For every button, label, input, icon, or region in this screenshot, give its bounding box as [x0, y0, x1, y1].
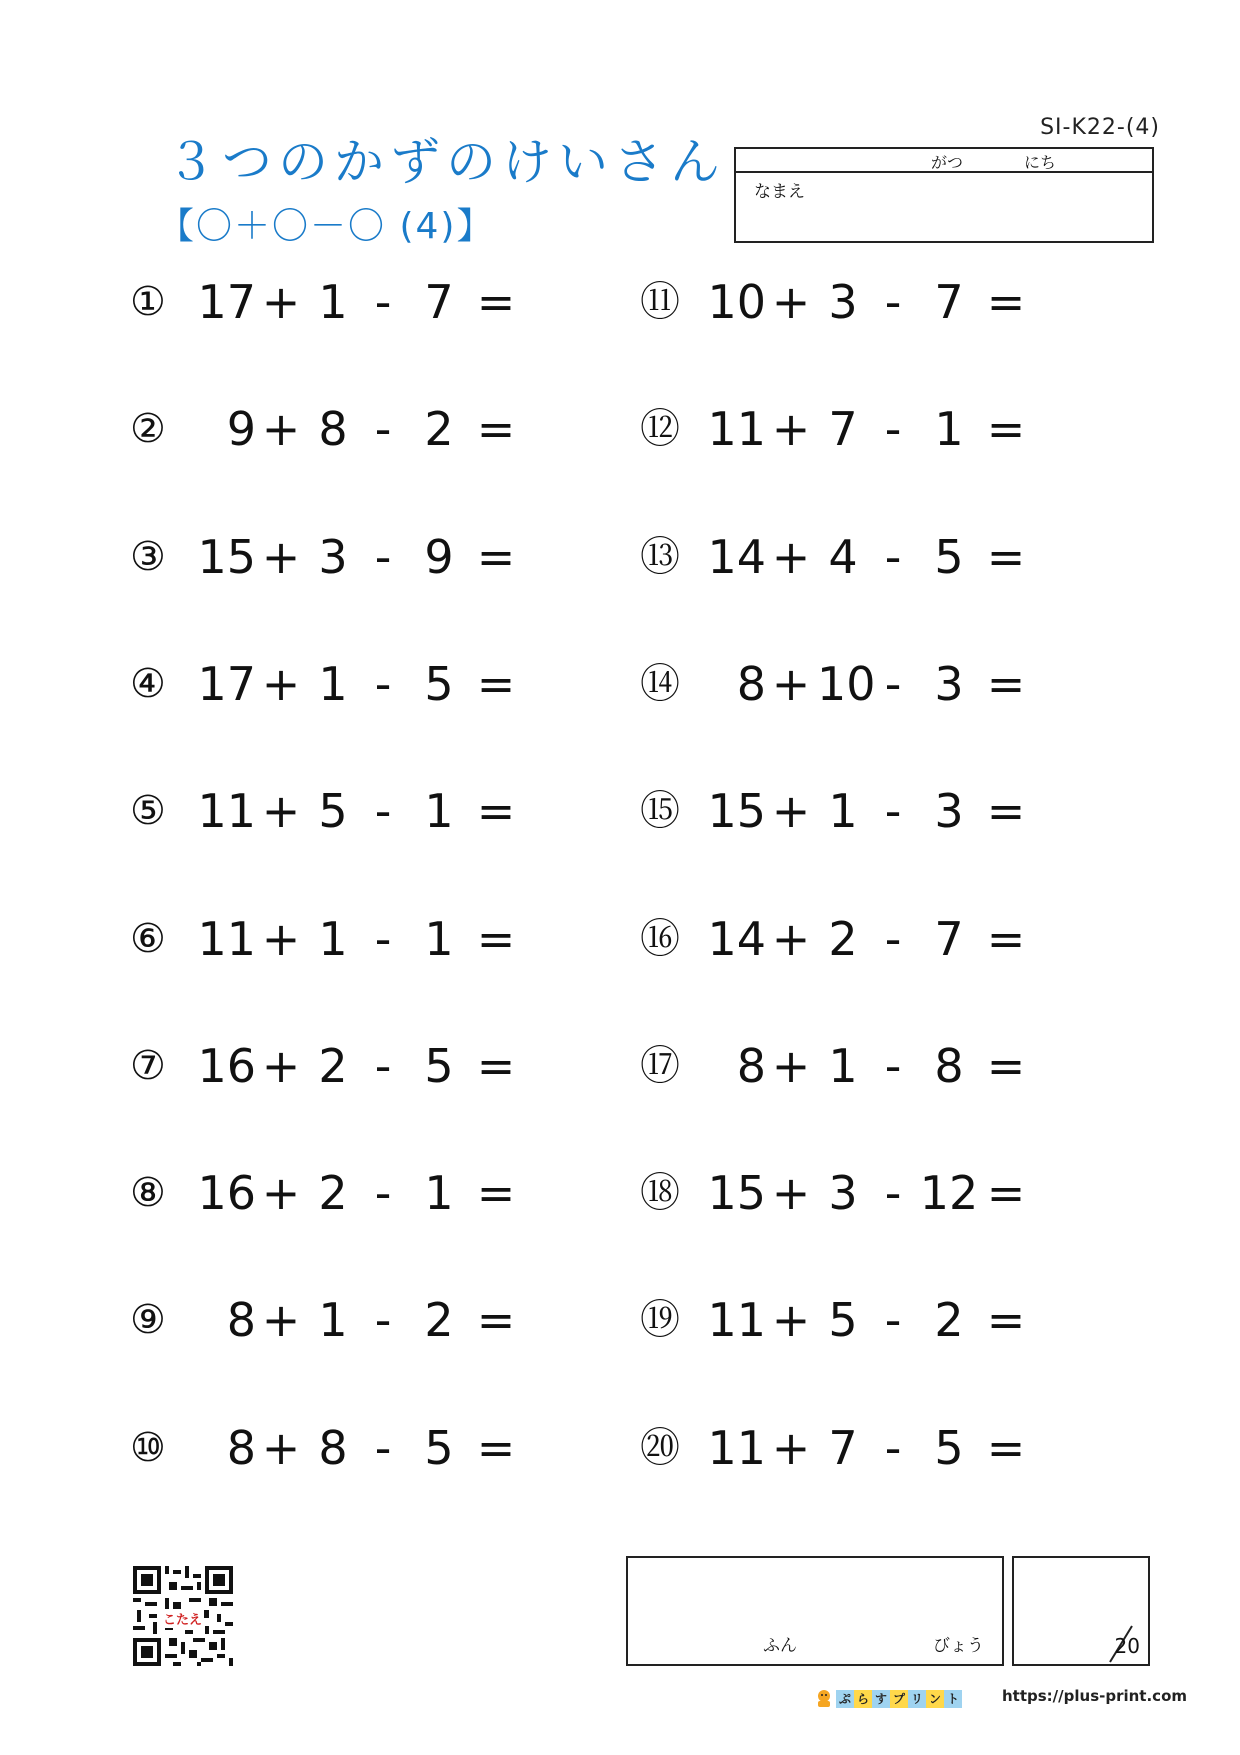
problem-c: 3 — [934, 657, 964, 711]
logo-char: ン — [926, 1690, 944, 1708]
problem-op2: - — [374, 784, 392, 838]
problem-eq: = — [986, 657, 1026, 711]
problem-eq: = — [476, 530, 516, 584]
problem-a: 11 — [197, 784, 256, 838]
problem-eq: = — [986, 912, 1026, 966]
problem-c: 7 — [934, 275, 964, 329]
problem-op2: - — [884, 1039, 902, 1093]
problem-b: 10 — [817, 657, 876, 711]
problem-c: 2 — [424, 1293, 454, 1347]
page-subtitle: 【〇＋〇－〇 (4)】 — [158, 206, 495, 247]
problem-a: 14 — [707, 530, 766, 584]
problem-op1: + — [261, 1421, 301, 1475]
problem-row — [130, 781, 530, 841]
brand-logo — [814, 1686, 962, 1710]
problem-num: ④ — [130, 661, 166, 707]
problem-b: 4 — [828, 530, 858, 584]
problem-eq: = — [476, 784, 516, 838]
problem-a: 15 — [707, 1166, 766, 1220]
problem-op1: + — [771, 402, 811, 456]
problem-b: 1 — [828, 1039, 858, 1093]
day-label: にち — [1024, 153, 1057, 172]
problem-num: ⑱ — [640, 1170, 680, 1216]
problem-num: ⑲ — [640, 1297, 680, 1343]
problem-num: ⑳ — [640, 1425, 680, 1471]
score-total: 20 — [1114, 1634, 1140, 1658]
problem-a: 11 — [707, 1421, 766, 1475]
problem-op1: + — [771, 912, 811, 966]
logo-char: ら — [854, 1690, 872, 1708]
problem-c: 1 — [934, 402, 964, 456]
page-title: ３つのかずのけいさん — [166, 133, 726, 191]
problem-b: 2 — [828, 912, 858, 966]
problem-c: 9 — [424, 530, 454, 584]
problem-c: 8 — [934, 1039, 964, 1093]
logo-char: す — [872, 1690, 890, 1708]
problem-row — [640, 654, 1040, 714]
problem-eq: = — [476, 1039, 516, 1093]
problem-eq: = — [476, 1166, 516, 1220]
problem-eq: = — [986, 530, 1026, 584]
problem-eq: = — [476, 402, 516, 456]
problem-num: ⑫ — [640, 406, 680, 452]
problem-a: 16 — [197, 1039, 256, 1093]
problem-eq: = — [986, 784, 1026, 838]
problem-eq: = — [986, 1039, 1026, 1093]
code-label: SI-K22-(4) — [1040, 115, 1160, 140]
problem-op2: - — [374, 1293, 392, 1347]
problem-b: 5 — [828, 1293, 858, 1347]
problem-num: ③ — [130, 534, 166, 580]
problem-eq: = — [476, 1421, 516, 1475]
problem-row — [130, 654, 530, 714]
problem-c: 5 — [424, 1421, 454, 1475]
problem-op1: + — [261, 657, 301, 711]
problem-a: 9 — [226, 402, 256, 456]
problem-a: 8 — [736, 1039, 766, 1093]
problem-num: ② — [130, 406, 166, 452]
problem-c: 7 — [934, 912, 964, 966]
problem-c: 3 — [934, 784, 964, 838]
problem-num: ⑩ — [130, 1425, 166, 1471]
problem-op2: - — [374, 657, 392, 711]
problem-num: ① — [130, 279, 166, 325]
problem-op1: + — [261, 1293, 301, 1347]
problem-b: 8 — [318, 1421, 348, 1475]
logo-text — [836, 1688, 962, 1708]
problem-eq: = — [476, 275, 516, 329]
problem-a: 8 — [226, 1421, 256, 1475]
problem-op2: - — [374, 275, 392, 329]
problem-op2: - — [374, 912, 392, 966]
problem-op2: - — [884, 275, 902, 329]
problem-op2: - — [374, 1421, 392, 1475]
problem-op2: - — [884, 657, 902, 711]
problem-op1: + — [771, 275, 811, 329]
problem-c: 1 — [424, 1166, 454, 1220]
problem-b: 7 — [828, 1421, 858, 1475]
date-row — [736, 149, 1152, 173]
problem-eq: = — [476, 1293, 516, 1347]
problem-a: 17 — [197, 657, 256, 711]
problem-eq: = — [986, 1421, 1026, 1475]
problem-op2: - — [374, 530, 392, 584]
problem-b: 2 — [318, 1039, 348, 1093]
problem-row — [640, 272, 1040, 332]
problem-row — [130, 272, 530, 332]
problem-op2: - — [374, 1039, 392, 1093]
problem-op1: + — [261, 530, 301, 584]
problem-row — [130, 909, 530, 969]
problem-b: 3 — [318, 530, 348, 584]
problem-c: 1 — [424, 912, 454, 966]
problem-b: 3 — [828, 1166, 858, 1220]
problem-op2: - — [884, 402, 902, 456]
problem-a: 11 — [707, 402, 766, 456]
month-label: がつ — [931, 153, 964, 172]
problem-c: 2 — [424, 402, 454, 456]
problem-row — [130, 1418, 530, 1478]
problem-a: 15 — [707, 784, 766, 838]
name-date-box — [734, 147, 1154, 243]
problem-row — [640, 527, 1040, 587]
problem-op2: - — [884, 1293, 902, 1347]
qr-answer-label: こたえ — [161, 1609, 204, 1628]
logo-char: ぷ — [836, 1690, 854, 1708]
problem-op1: + — [261, 1039, 301, 1093]
problem-op2: - — [374, 1166, 392, 1220]
problem-op1: + — [261, 1166, 301, 1220]
problem-num: ⑧ — [130, 1170, 166, 1216]
problem-a: 10 — [707, 275, 766, 329]
problem-op2: - — [884, 1166, 902, 1220]
logo-char: ト — [944, 1690, 962, 1708]
problem-row — [640, 1290, 1040, 1350]
problem-op2: - — [884, 530, 902, 584]
problem-op1: + — [771, 530, 811, 584]
problem-eq: = — [986, 1293, 1026, 1347]
site-url[interactable]: https://plus-print.com — [1002, 1687, 1188, 1705]
problem-b: 1 — [318, 912, 348, 966]
problem-row — [130, 399, 530, 459]
problem-op2: - — [884, 912, 902, 966]
problem-row — [640, 781, 1040, 841]
problem-c: 5 — [424, 1039, 454, 1093]
problem-eq: = — [986, 1166, 1026, 1220]
problem-c: 12 — [919, 1166, 979, 1220]
problem-row — [130, 1290, 530, 1350]
time-box — [626, 1556, 1004, 1666]
problem-num: ⑨ — [130, 1297, 166, 1343]
mascot-icon — [814, 1688, 834, 1708]
problem-op2: - — [884, 1421, 902, 1475]
problem-b: 2 — [318, 1166, 348, 1220]
problem-op1: + — [771, 1421, 811, 1475]
problem-b: 1 — [318, 1293, 348, 1347]
problem-b: 1 — [318, 657, 348, 711]
problem-op1: + — [771, 1293, 811, 1347]
score-box — [1012, 1556, 1150, 1666]
problem-num: ⑦ — [130, 1043, 166, 1089]
problem-row — [130, 1163, 530, 1223]
problem-c: 5 — [934, 1421, 964, 1475]
problem-num: ⑬ — [640, 534, 680, 580]
problem-b: 3 — [828, 275, 858, 329]
problem-row — [640, 1418, 1040, 1478]
problem-a: 16 — [197, 1166, 256, 1220]
problem-a: 15 — [197, 530, 256, 584]
problem-b: 5 — [318, 784, 348, 838]
problem-eq: = — [476, 912, 516, 966]
problem-row — [130, 527, 530, 587]
problem-b: 1 — [828, 784, 858, 838]
problem-num: ⑭ — [640, 661, 680, 707]
problem-a: 14 — [707, 912, 766, 966]
problem-row — [640, 1163, 1040, 1223]
problem-row — [640, 1036, 1040, 1096]
problem-c: 2 — [934, 1293, 964, 1347]
problem-row — [130, 1036, 530, 1096]
problem-op1: + — [261, 912, 301, 966]
problem-a: 11 — [197, 912, 256, 966]
problem-op2: - — [884, 784, 902, 838]
problem-op1: + — [771, 1166, 811, 1220]
problem-a: 11 — [707, 1293, 766, 1347]
problem-num: ⑥ — [130, 916, 166, 962]
problem-b: 7 — [828, 402, 858, 456]
problem-op1: + — [261, 275, 301, 329]
problem-op1: + — [771, 657, 811, 711]
problem-row — [640, 399, 1040, 459]
problem-b: 1 — [318, 275, 348, 329]
problem-eq: = — [986, 275, 1026, 329]
problem-a: 17 — [197, 275, 256, 329]
logo-char: リ — [908, 1690, 926, 1708]
problem-op1: + — [771, 784, 811, 838]
problem-row — [640, 909, 1040, 969]
problem-b: 8 — [318, 402, 348, 456]
problem-a: 8 — [226, 1293, 256, 1347]
problem-a: 8 — [736, 657, 766, 711]
logo-char: プ — [890, 1690, 908, 1708]
problem-num: ⑪ — [640, 279, 680, 325]
problem-op1: + — [261, 402, 301, 456]
problem-c: 5 — [934, 530, 964, 584]
problem-eq: = — [476, 657, 516, 711]
problem-num: ⑤ — [130, 788, 166, 834]
name-label: なまえ — [754, 182, 805, 202]
problem-num: ⑮ — [640, 788, 680, 834]
seconds-label: びょう — [933, 1636, 984, 1656]
problem-eq: = — [986, 402, 1026, 456]
problem-num: ⑯ — [640, 916, 680, 962]
problem-op1: + — [261, 784, 301, 838]
problem-c: 5 — [424, 657, 454, 711]
problem-c: 1 — [424, 784, 454, 838]
minutes-label: ふん — [763, 1636, 797, 1656]
problem-op1: + — [771, 1039, 811, 1093]
problem-num: ⑰ — [640, 1043, 680, 1089]
problem-op2: - — [374, 402, 392, 456]
problem-c: 7 — [424, 275, 454, 329]
